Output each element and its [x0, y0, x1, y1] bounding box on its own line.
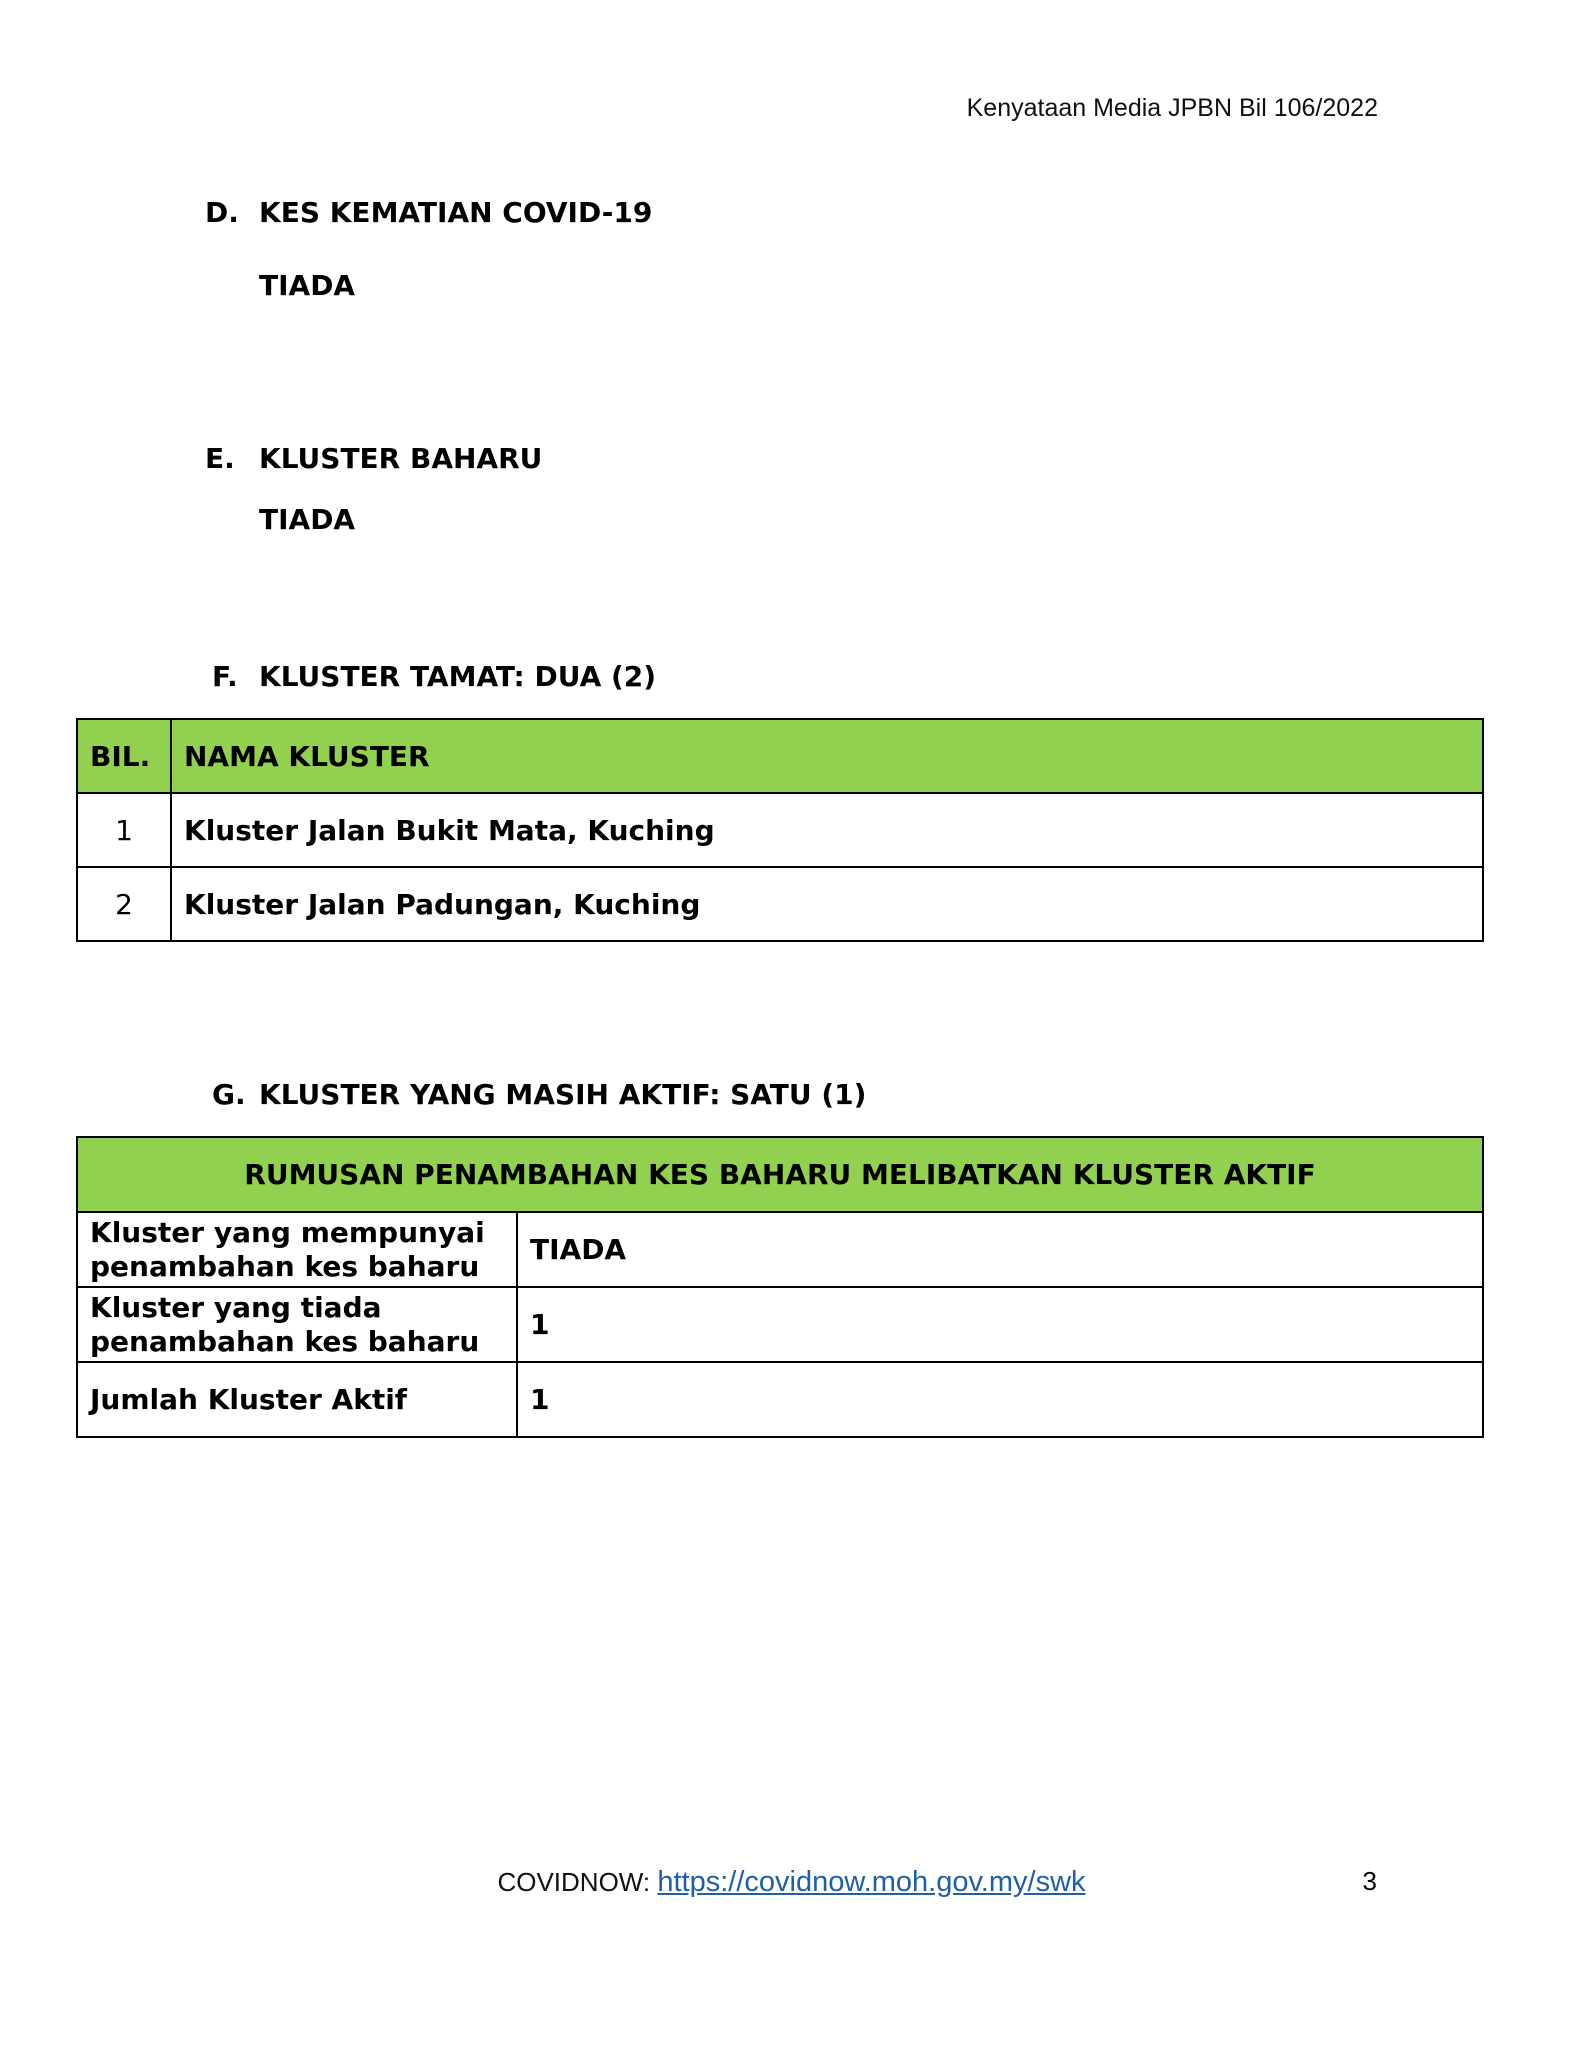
- section-d-title: KES KEMATIAN COVID-19: [259, 196, 653, 229]
- cluster-name: Kluster Jalan Padungan, Kuching: [171, 867, 1483, 941]
- table-row: [77, 793, 1483, 867]
- section-f-letter: F.: [212, 660, 238, 693]
- table-row: [77, 1362, 1483, 1437]
- section-e-title: KLUSTER BAHARU: [259, 442, 543, 475]
- summary-label: Kluster yang mempunyai penambahan kes baharu: [77, 1212, 517, 1287]
- page-number: 3: [1362, 1866, 1377, 1896]
- column-header-bil: BIL.: [77, 719, 171, 793]
- section-e-value: TIADA: [259, 503, 356, 536]
- section-f-title: KLUSTER TAMAT: DUA (2): [259, 660, 657, 693]
- document-reference: Kenyataan Media JPBN Bil 106/2022: [966, 94, 1378, 122]
- summary-value: 1: [517, 1287, 1483, 1362]
- footer-prefix: COVIDNOW:: [497, 1867, 658, 1897]
- section-e-heading: [205, 442, 542, 475]
- column-header-nama-kluster: NAMA KLUSTER: [171, 719, 1483, 793]
- summary-label: Kluster yang tiada penambahan kes baharu: [77, 1287, 517, 1362]
- footer: [0, 1866, 1583, 1899]
- cluster-name: Kluster Jalan Bukit Mata, Kuching: [171, 793, 1483, 867]
- section-g-heading: [212, 1078, 866, 1111]
- table-row: [77, 867, 1483, 941]
- row-number: 2: [77, 867, 171, 941]
- covidnow-link[interactable]: https://covidnow.moh.gov.my/swk: [657, 1866, 1086, 1898]
- section-e-letter: E.: [205, 442, 235, 475]
- summary-table-title: RUMUSAN PENAMBAHAN KES BAHARU MELIBATKAN KLUSTER AKTIF: [77, 1137, 1483, 1212]
- row-number: 1: [77, 793, 171, 867]
- table-row: [77, 1212, 1483, 1287]
- active-clusters-summary-table: [76, 1136, 1484, 1438]
- summary-value: TIADA: [517, 1212, 1483, 1287]
- ended-clusters-table: [76, 718, 1484, 942]
- section-d-letter: D.: [205, 196, 239, 229]
- table-title-row: [77, 1137, 1483, 1212]
- table-row: [77, 1287, 1483, 1362]
- section-g-title: KLUSTER YANG MASIH AKTIF: SATU (1): [259, 1078, 867, 1111]
- table-header-row: [77, 719, 1483, 793]
- section-d-heading: [205, 196, 652, 229]
- section-f-heading: [212, 660, 656, 693]
- summary-label: Jumlah Kluster Aktif: [77, 1362, 517, 1437]
- section-d-value: TIADA: [259, 269, 356, 302]
- section-g-letter: G.: [212, 1078, 246, 1111]
- summary-value: 1: [517, 1362, 1483, 1437]
